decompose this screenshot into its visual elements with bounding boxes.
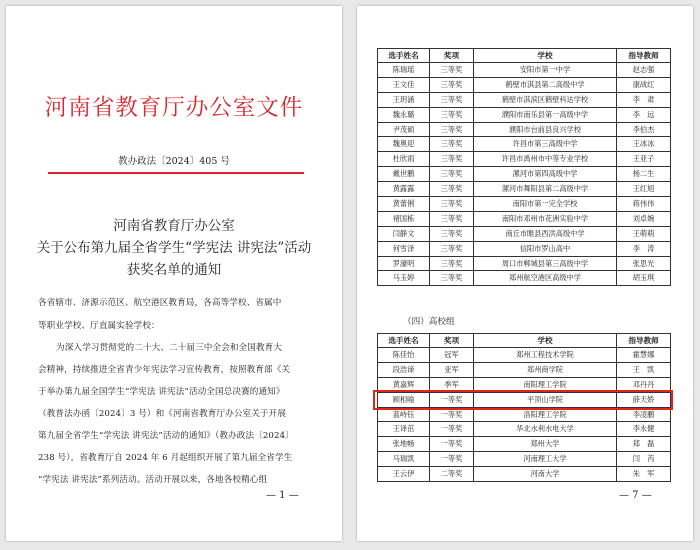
cell-school: 河南理工大学: [474, 452, 617, 467]
cell-name: 蓝峙钰: [378, 407, 430, 422]
cell-teacher: 李 肃: [617, 92, 671, 107]
cell-teacher: 王冰冰: [617, 137, 671, 152]
document-header: 河南省教育厅办公室文件: [44, 95, 304, 121]
cell-school: 郑州工程技术学院: [474, 348, 617, 363]
body-text-line: “学宪法 讲宪法”系列活动。活动开展以来，各地各校精心组: [38, 475, 268, 485]
table-row: [378, 182, 671, 197]
cell-teacher: 邓丹丹: [617, 377, 671, 392]
cell-name: 张地畅: [378, 437, 430, 452]
table-header-row: [378, 49, 671, 63]
cell-teacher: 朱 军: [617, 467, 671, 482]
cell-school: 鹤壁市淇滨区鹤壁科达学校: [474, 92, 617, 107]
cell-name: 黄蕾俐: [378, 197, 430, 212]
cell-teacher: 胡玉琪: [617, 271, 671, 286]
header-teacher: 指导教师: [617, 49, 671, 63]
red-divider: [48, 172, 304, 174]
table-row: [378, 77, 671, 92]
header-school: 学校: [474, 49, 617, 63]
cell-school: 河南大学: [474, 467, 617, 482]
cell-award: 三等奖: [430, 92, 474, 107]
cell-school: 平顶山学院: [474, 392, 617, 407]
cell-teacher: 李凌鹏: [617, 407, 671, 422]
cell-school: 濮阳市南乐县第一高级中学: [474, 107, 617, 122]
cell-school: 洛阳理工学院: [474, 407, 617, 422]
cell-name: 杜欣雨: [378, 152, 430, 167]
cell-award: 三等奖: [430, 226, 474, 241]
cell-award: 一等奖: [430, 437, 474, 452]
cell-name: 黄嘉辉: [378, 377, 430, 392]
award-table-body: [378, 348, 671, 482]
cell-school: 许昌市第三高级中学: [474, 137, 617, 152]
cell-name: 何雪泽: [378, 241, 430, 256]
body-text-line: 为深入学习贯彻党的二十大、二十届三中全会和全国教育大: [56, 343, 283, 353]
header-award: 奖项: [430, 49, 474, 63]
cell-award: 一等奖: [430, 452, 474, 467]
table-row: [378, 122, 671, 137]
cell-teacher: 李永健: [617, 422, 671, 437]
table-row: [378, 467, 671, 482]
header-school: 学校: [474, 334, 617, 348]
page-number: — 7 —: [619, 490, 652, 501]
cell-award: 一等奖: [430, 392, 474, 407]
cell-award: 三等奖: [430, 107, 474, 122]
table-row: [378, 167, 671, 182]
table-row: [378, 226, 671, 241]
table-row: [378, 211, 671, 226]
cell-teacher: 杨二生: [617, 167, 671, 182]
notice-title-line-1: 河南省教育厅办公室: [113, 218, 235, 234]
body-text-line: 第九届全省学生“学宪法 讲宪法”活动的通知》（教办政法〔2024〕: [38, 431, 294, 441]
cell-name: 马瑞凯: [378, 452, 430, 467]
cell-award: 三等奖: [430, 77, 474, 92]
cell-name: 魏永璐: [378, 107, 430, 122]
cell-award: 二等奖: [430, 467, 474, 482]
cell-name: 陈佳怡: [378, 348, 430, 363]
table-row: [378, 92, 671, 107]
cell-school: 南阳市第一完全学校: [474, 197, 617, 212]
notice-title-line-3: 获奖名单的通知: [126, 262, 222, 278]
cell-teacher: 王萌萌: [617, 226, 671, 241]
cell-award: 三等奖: [430, 122, 474, 137]
notice-title-line-2: 关于公布第九届全省学生“学宪法 讲宪法”活动: [36, 240, 312, 256]
body-text-line: 等职业学校、厅直属实验学校：: [38, 321, 160, 331]
cell-award: 一等奖: [430, 422, 474, 437]
table-row: [378, 437, 671, 452]
cell-award: 三等奖: [430, 256, 474, 271]
cell-teacher: 李 涛: [617, 241, 671, 256]
table-row: [378, 107, 671, 122]
header-name: 选手姓名: [378, 49, 430, 63]
cell-award: 三等奖: [430, 211, 474, 226]
cell-name: 罗濠明: [378, 256, 430, 271]
cell-teacher: 王红旭: [617, 182, 671, 197]
table-row: [378, 63, 671, 78]
cell-name: 戴世鹏: [378, 167, 430, 182]
cell-school: 南阳理工学院: [474, 377, 617, 392]
cell-name: 王译茁: [378, 422, 430, 437]
cell-award: 三等奖: [430, 271, 474, 286]
cell-teacher: 张思光: [617, 256, 671, 271]
header-name: 选手姓名: [378, 334, 430, 348]
table-row: [378, 256, 671, 271]
cell-award: 亚军: [430, 362, 474, 377]
cell-teacher: 康战红: [617, 77, 671, 92]
cell-teacher: 郑 磊: [617, 437, 671, 452]
cell-name: 王文佳: [378, 77, 430, 92]
cell-school: 漯河市第四高级中学: [474, 167, 617, 182]
section-label-university: （四）高校组: [403, 317, 455, 327]
page-number: — 1 —: [266, 490, 299, 501]
award-table-secondary: [377, 48, 671, 286]
body-text-line: （教普法办函〔2024〕3 号）和《河南省教育厅办公室关于开展: [38, 409, 287, 419]
cell-award: 三等奖: [430, 167, 474, 182]
award-table-body: [378, 63, 671, 286]
cell-award: 季军: [430, 377, 474, 392]
cell-name: 褚国栋: [378, 211, 430, 226]
document-page-1: [6, 6, 342, 541]
cell-award: 三等奖: [430, 241, 474, 256]
cell-school: 郑州商学院: [474, 362, 617, 377]
highlight-box: [373, 390, 673, 410]
cell-school: 许昌市禹州市中等专业学校: [474, 152, 617, 167]
table-row: [378, 137, 671, 152]
cell-name: 马玉婷: [378, 271, 430, 286]
body-text-line: 238 号），省教育厅自 2024 年 6 月起组织开展了第九届全省学生: [38, 453, 293, 463]
cell-name: 陈瑞瑶: [378, 63, 430, 78]
cell-teacher: 赵志强: [617, 63, 671, 78]
body-text-line: 于举办第九届全国学生“学宪法 讲宪法”活动全国总决赛的通知》: [38, 387, 285, 397]
body-text-line: 各省辖市、济源示范区、航空港区教育局，各高等学校、省属中: [38, 298, 282, 308]
cell-teacher: 霍慧娜: [617, 348, 671, 363]
table-row: [378, 422, 671, 437]
cell-name: 尹茂硕: [378, 122, 430, 137]
table-row: [378, 452, 671, 467]
cell-teacher: 王 凯: [617, 362, 671, 377]
cell-name: 顾相喻: [378, 392, 430, 407]
table-row: [378, 152, 671, 167]
cell-school: 濮阳市台前县良兴学校: [474, 122, 617, 137]
cell-school: 南阳市邓州市花洲实验中学: [474, 211, 617, 226]
body-text-line: 会精神，持续推进全省青少年宪法学习宣传教育，按照教育部《关: [38, 365, 291, 375]
cell-teacher: 薛天娇: [617, 392, 671, 407]
cell-name: 闫静文: [378, 226, 430, 241]
table-header-row: [378, 334, 671, 348]
table-row: [378, 271, 671, 286]
cell-award: 三等奖: [430, 152, 474, 167]
header-teacher: 指导教师: [617, 334, 671, 348]
cell-school: 信阳市罗山高中: [474, 241, 617, 256]
cell-name: 王云伊: [378, 467, 430, 482]
cell-award: 三等奖: [430, 182, 474, 197]
cell-award: 一等奖: [430, 407, 474, 422]
cell-school: 郑州大学: [474, 437, 617, 452]
cell-award: 三等奖: [430, 63, 474, 78]
cell-name: 段浩谛: [378, 362, 430, 377]
cell-name: 魏奥迎: [378, 137, 430, 152]
cell-school: 郑州航空港区高级中学: [474, 271, 617, 286]
cell-teacher: 李伯杰: [617, 122, 671, 137]
cell-award: 冠军: [430, 348, 474, 363]
cell-award: 三等奖: [430, 137, 474, 152]
cell-school: 周口市郸城县第三高级中学: [474, 256, 617, 271]
table-row: [378, 241, 671, 256]
document-number: 教办政法〔2024〕405 号: [118, 156, 230, 167]
cell-school: 鹤壁市淇县第二高级中学: [474, 77, 617, 92]
header-award: 奖项: [430, 334, 474, 348]
cell-school: 华北水利水电大学: [474, 422, 617, 437]
cell-teacher: 刘卓婉: [617, 211, 671, 226]
cell-name: 黄露露: [378, 182, 430, 197]
table-row: [378, 348, 671, 363]
cell-school: 漯河市舞阳县第二高级中学: [474, 182, 617, 197]
table-row: [378, 197, 671, 212]
cell-name: 王玥涵: [378, 92, 430, 107]
cell-award: 三等奖: [430, 197, 474, 212]
cell-school: 商丘市睢县西洪高级中学: [474, 226, 617, 241]
cell-teacher: 李 远: [617, 107, 671, 122]
cell-teacher: 王亚子: [617, 152, 671, 167]
cell-teacher: 蒋伟伟: [617, 197, 671, 212]
cell-teacher: 闫 芮: [617, 452, 671, 467]
cell-school: 安阳市第一中学: [474, 63, 617, 78]
table-row: [378, 362, 671, 377]
document-page-7: [357, 6, 693, 541]
